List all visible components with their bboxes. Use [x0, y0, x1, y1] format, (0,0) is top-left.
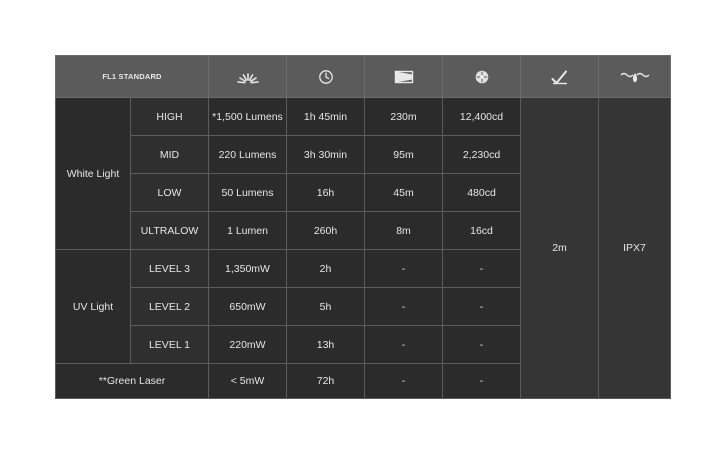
distance-cell: 8m: [365, 212, 443, 250]
output-cell: 220mW: [209, 326, 287, 364]
output-cell: 1 Lumen: [209, 212, 287, 250]
output-cell: 220 Lumens: [209, 136, 287, 174]
intensity-cell: 480cd: [443, 174, 521, 212]
output-cell: *1,500 Lumens: [209, 98, 287, 136]
standard-header: FL1 STANDARD: [56, 56, 209, 98]
output-cell: 650mW: [209, 288, 287, 326]
green-laser-group: **Green Laser: [56, 364, 209, 399]
mode-cell: LEVEL 2: [131, 288, 209, 326]
impact-resistance-header: [521, 56, 599, 98]
runtime-cell: 13h: [287, 326, 365, 364]
distance-cell: 95m: [365, 136, 443, 174]
intensity-cell: 16cd: [443, 212, 521, 250]
light-output-icon: [236, 70, 260, 84]
water-resistance-icon: [620, 70, 650, 84]
table-row: [56, 98, 671, 136]
runtime-cell: 1h 45min: [287, 98, 365, 136]
impact-resistance-value: 2m: [521, 98, 599, 399]
distance-cell: -: [365, 364, 443, 399]
intensity-cell: -: [443, 288, 521, 326]
intensity-cell: -: [443, 364, 521, 399]
runtime-cell: 2h: [287, 250, 365, 288]
peak-intensity-header: [443, 56, 521, 98]
distance-cell: 45m: [365, 174, 443, 212]
mode-cell: LOW: [131, 174, 209, 212]
white-light-group: White Light: [56, 98, 131, 250]
runtime-header: [287, 56, 365, 98]
runtime-cell: 72h: [287, 364, 365, 399]
spec-table: [55, 55, 671, 399]
water-resistance-value: IPX7: [599, 98, 671, 399]
output-cell: < 5mW: [209, 364, 287, 399]
water-resistance-header: [599, 56, 671, 98]
distance-cell: 230m: [365, 98, 443, 136]
mode-cell: LEVEL 3: [131, 250, 209, 288]
runtime-cell: 16h: [287, 174, 365, 212]
peak-intensity-icon: [474, 69, 490, 85]
runtime-cell: 5h: [287, 288, 365, 326]
distance-cell: -: [365, 288, 443, 326]
intensity-cell: 2,230cd: [443, 136, 521, 174]
mode-cell: ULTRALOW: [131, 212, 209, 250]
impact-resistance-icon: [551, 69, 569, 85]
runtime-clock-icon: [318, 69, 334, 85]
light-output-header: [209, 56, 287, 98]
intensity-cell: -: [443, 326, 521, 364]
output-cell: 50 Lumens: [209, 174, 287, 212]
distance-cell: -: [365, 250, 443, 288]
mode-cell: HIGH: [131, 98, 209, 136]
intensity-cell: -: [443, 250, 521, 288]
header-row: [56, 56, 671, 98]
runtime-cell: 260h: [287, 212, 365, 250]
beam-distance-header: [365, 56, 443, 98]
distance-cell: -: [365, 326, 443, 364]
beam-distance-icon: [394, 70, 414, 84]
mode-cell: LEVEL 1: [131, 326, 209, 364]
intensity-cell: 12,400cd: [443, 98, 521, 136]
runtime-cell: 3h 30min: [287, 136, 365, 174]
mode-cell: MID: [131, 136, 209, 174]
uv-light-group: UV Light: [56, 250, 131, 364]
output-cell: 1,350mW: [209, 250, 287, 288]
